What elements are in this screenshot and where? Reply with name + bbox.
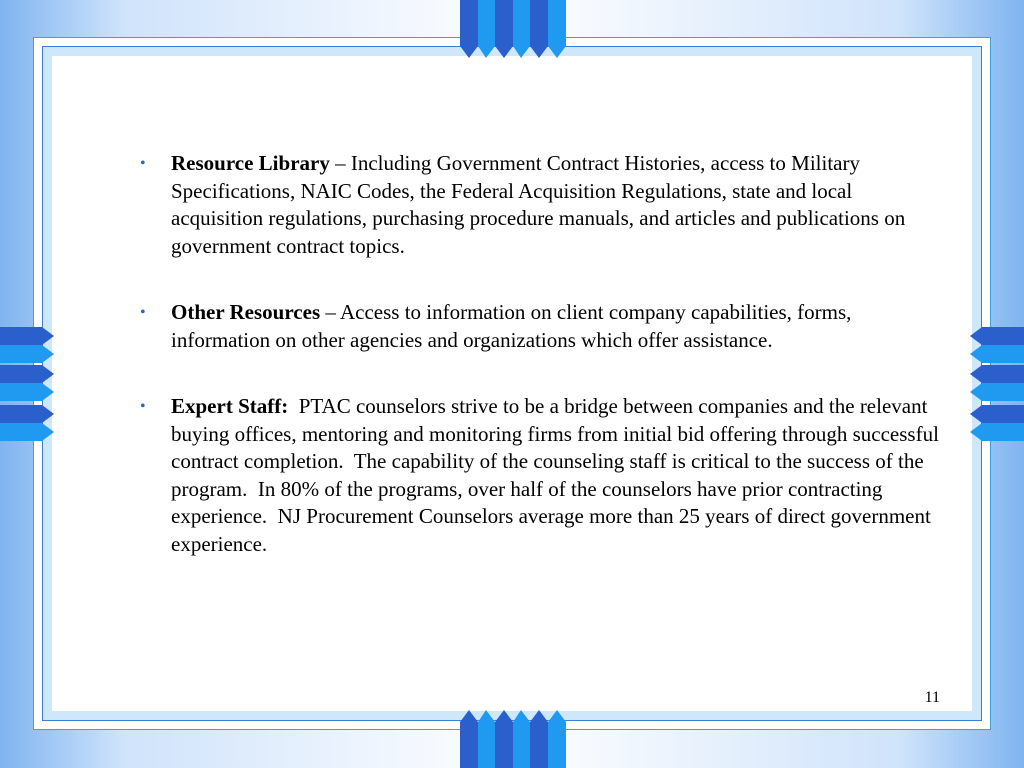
bullet-separator	[288, 394, 299, 418]
right-ribbon-decoration	[966, 325, 1024, 445]
bullet-dot-icon: •	[140, 398, 146, 415]
bullet-item-resource-library	[140, 150, 940, 260]
bullet-text: Access to information on client company capabilities, forms, information on other agencies and organizations which offer assistance.	[171, 300, 852, 352]
bullet-dot-icon: •	[140, 304, 146, 321]
bullet-item-expert-staff	[140, 393, 945, 558]
bottom-ribbon-decoration	[458, 708, 568, 768]
bullet-title: Other Resources	[171, 300, 321, 324]
bullet-title: Resource Library	[171, 151, 330, 175]
bullet-title: Expert Staff:	[171, 394, 289, 418]
bullet-text: Including Government Contract Histories, access to Military Specifications, NAIC Codes, the Federal Acquisition Regulations, state and local acquisition regulations, purchasing procedure manuals, and articles and publications on government contract topics.	[171, 151, 906, 258]
bullet-item-other-resources	[140, 299, 940, 354]
bullet-separator: –	[320, 300, 340, 324]
bullet-separator: –	[329, 151, 351, 175]
bullet-list	[140, 150, 945, 597]
page-number: 11	[924, 689, 940, 706]
left-ribbon-decoration	[0, 325, 58, 445]
top-ribbon-decoration	[458, 0, 568, 62]
bullet-text: PTAC counselors strive to be a bridge between companies and the relevant buying offices, mentoring and monitoring firms from initial bid offering through successful contract completion. The capability of the counseling staff is critical to the success of the program. In 80% of the programs, over half of the counselors have prior contracting experience. NJ Procurement Counselors average more than 25 years of direct government experience.	[171, 394, 945, 556]
bullet-dot-icon: •	[140, 155, 146, 172]
